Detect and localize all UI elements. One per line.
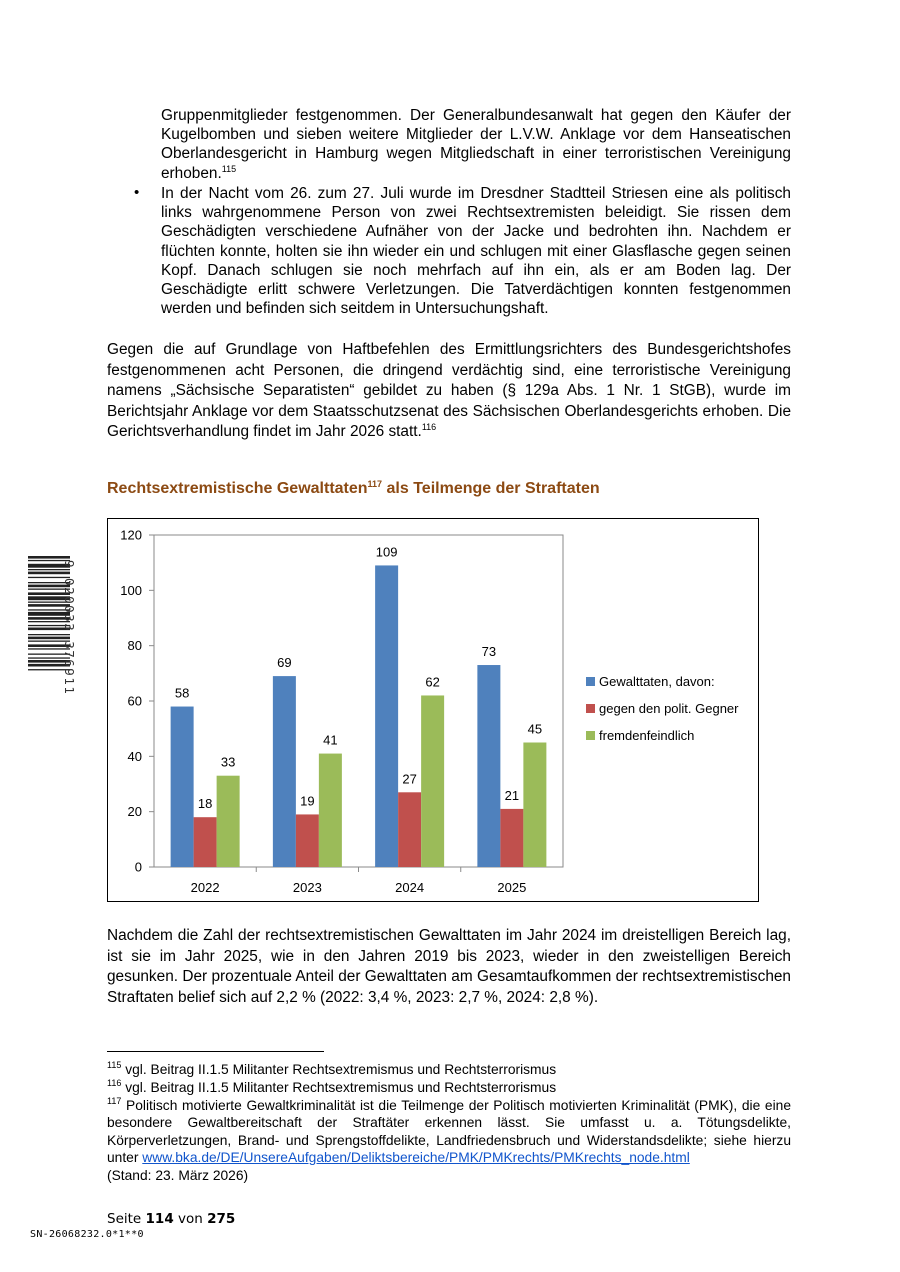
bar [398, 792, 421, 867]
bar [194, 817, 217, 867]
document-code: SN-26068232.0*1**0 [30, 1229, 144, 1240]
bar-chart [107, 518, 759, 902]
data-label: 21 [504, 787, 520, 803]
body-paragraph: Gegen die auf Grundlage von Haftbefehlen des Ermittlungsrichters des Bundesgerichtshofes festgenommenen acht Personen, die dringend verdächtig sind, eine terroristische Vereinigung namens „Sächsische Separatisten“ gebildet zu haben (§ 129a Abs. 1 Nr. 1 StGB), wurde im Berichtsjahr Anklage vor dem Staatsschutzsenat des Sächsischen Oberlandesgerichts erhoben. Die Gerichtsverhandlung findet im Jahr 2026 statt.$^{116}$ [107, 341, 791, 441]
page-number: Seite 114 von 275 [107, 1211, 236, 1227]
legend-label: gegen den polit. Gegner [599, 701, 739, 716]
bar [421, 695, 444, 867]
data-label: 109 [375, 544, 398, 560]
footnote-ref-117: 117 [367, 479, 383, 489]
bar [523, 743, 546, 868]
bar [273, 676, 296, 867]
x-tick-label: 2022 [190, 880, 220, 895]
chart-heading: Rechtsextremistische Gewalttaten$^{117}$ als Teilmenge der Straftaten [107, 479, 600, 497]
footnote-ref-116: 116 [421, 422, 437, 433]
bka-link[interactable]: www.bka.de/DE/UnsereAufgaben/Deliktsbereiche/PMK/PMKrechts/PMKrechts_node.html [142, 1150, 690, 1166]
data-label: 27 [402, 771, 417, 787]
data-label: 73 [481, 644, 497, 660]
data-label: 45 [527, 721, 543, 737]
bar-chart-svg [108, 519, 760, 903]
bar [319, 754, 342, 867]
bullet-icon: • [134, 184, 140, 201]
y-tick-label: 20 [127, 804, 142, 820]
x-tick-label: 2025 [497, 880, 527, 895]
footnote-ref-115: 115 [221, 163, 237, 174]
legend-swatch [586, 731, 595, 740]
footnote-divider [107, 1051, 324, 1052]
data-label: 69 [277, 655, 292, 671]
bar [375, 565, 398, 867]
y-tick-label: 60 [127, 693, 142, 709]
data-label: 19 [300, 793, 315, 809]
y-tick-label: 40 [127, 748, 142, 764]
barcode-bar [28, 556, 70, 559]
data-label: 41 [323, 732, 338, 748]
y-tick-label: 100 [120, 582, 142, 598]
bar [296, 814, 319, 867]
data-label: 18 [197, 796, 213, 812]
barcode-digits: 9 020033 376911 [62, 560, 77, 696]
x-tick-label: 2023 [292, 880, 322, 895]
data-label: 33 [220, 754, 236, 770]
legend-swatch [586, 677, 595, 686]
bar [500, 809, 523, 867]
bar [217, 776, 240, 867]
bar [171, 707, 194, 867]
data-label: 58 [174, 685, 190, 701]
footnote-115: $^{115}$ vgl. Beitrag II.1.5 Militanter Rechtsextremismus und Rechtsterrorismus [107, 1060, 557, 1077]
x-tick-label: 2024 [395, 880, 425, 895]
bullet-paragraph: In der Nacht vom 26. zum 27. Juli wurde im Dresdner Stadtteil Striesen eine als politisch links wahrgenommene Person von zwei Rechtsextremisten beleidigt. Sie rissen dem Geschädigten verschiedene Aufnäher von der Jacke und bedrohten ihn. Nachdem er flüchten konnte, holten sie ihn wieder ein und schlugen mit einer Glasflasche gegen seinen Kopf. Danach schlugen sie noch mehrfach auf ihn ein, als er am Boden lag. Der Geschädigte erlitt schwere Verletzungen. Die Tatverdächtigen konnten festgenommen werden und befinden sich seitdem in Untersuchungshaft. [161, 185, 791, 318]
footnote-116: $^{116}$ vgl. Beitrag II.1.5 Militanter Rechtsextremismus und Rechtsterrorismus [107, 1078, 557, 1095]
y-tick-label: 80 [127, 638, 142, 654]
bar [477, 665, 500, 867]
summary-paragraph: Nachdem die Zahl der rechtsextremistischen Gewalttaten im Jahr 2024 im dreistelligen Bereich lag, ist sie im Jahr 2025, wie in den Jahren 2019 bis 2023, wieder in den zweistelligen Bereich gesunken. Der prozentuale Anteil der Gewalttaten am Gesamtaufkommen der rechtsextremistischen Straftaten belief sich auf 2,2 % (2022: 3,4 %, 2023: 2,7 %, 2024: 2,8 %). [107, 927, 791, 1006]
legend-label: Gewalttaten, davon: [599, 674, 715, 689]
y-tick-label: 120 [120, 527, 142, 543]
data-label: 62 [425, 674, 440, 690]
continued-paragraph: Gruppenmitglieder festgenommen. Der Generalbundesanwalt hat gegen den Käufer der Kugelbomben und sieben weitere Mitglieder der L.V.W. Anklage vor dem Hanseatischen Oberlandesgericht in Hamburg wegen Mitgliedschaft in einer terroristischen Vereinigung erhoben.$^{115}$ [161, 107, 791, 182]
legend-swatch [586, 704, 595, 713]
footnote-117: $^{117}$ Politisch motivierte Gewaltkriminalität ist die Teilmenge der Politisch motivierten Kriminalität (PMK), die eine besondere Gewaltbereitschaft der Straftäter erkennen lässt. Sie umfasst u. a. Tötungsdelikte, Körperverletzungen, Brand- und Sprengstoffdelikte, Landfriedensbruch und Widerstandsdelikte; siehe hierzu unter www.bka.de/DE/UnsereAufgaben/Deliktsbereiche/PMK/PMKrechts/PMKrechts_node.html (Stand: 23. März 2026) [107, 1096, 791, 1183]
legend-label: fremdenfeindlich [599, 728, 695, 743]
y-tick-label: 0 [134, 859, 142, 875]
